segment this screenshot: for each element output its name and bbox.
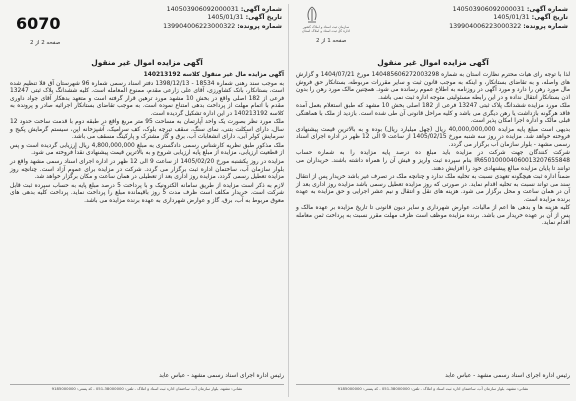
- page-footer: نشانی: مشهد، بلوار سازمان آب، ساختمان اداره ثبت اسناد و املاک - تلفن: 38000000-051 - کد پستی: 9185000000: [10, 384, 284, 391]
- paragraph: مزایده در روز یکشنبه مورخ 1405/02/20 از ساعت 9 الی 12 ظهر در اداره اجرای اسناد رسمی مشهد واقع در بلوار سازمان آب، ساختمان اداره ثبت برگزار می گردد. شرکت در مزایده برای عموم آزاد است. چنانچه روز مزایده تعطیل رسمی گردد، مزایده روز اداری بعد از تعطیلی در همان ساعت و مکان برگزار خواهد شد.: [10, 159, 285, 181]
- paragraph: آگهی مزایده مال غیر منقول کلاسه 140213192: [143, 72, 284, 78]
- page-divider: [288, 4, 289, 397]
- paragraph: ضمناً اداره ثبت هیچگونه تعهدی نسبت به تخلیه ملک ندارد و چنانچه ملک در تصرف غیر باشد خریدار پس از انتقال سند می تواند نسبت به تخلیه اقدام نماید. در صورتی که روز مزایده تعطیل رسمی باشد مزایده روز اداری بعد از آن در همان ساعت و محل برگزار می شود. هزینه های نقل و انتقال و نیم عشر اجرایی و حق مزایده به عهده برنده مزایده است.: [296, 174, 570, 203]
- notice-title: آگهی مزایده اموال غیر منقول: [377, 58, 489, 67]
- file-number: 139904006223000322: [449, 22, 522, 30]
- paragraph: لازم به ذکر است مزایده از طریق سامانه الکترونیک و با پرداخت 5 درصد مبلغ پایه به حساب سپرده ثبت قابل شرکت است. خریدار مکلف است ظرف مدت 5 روز باقیمانده مبلغ را پرداخت نماید. پرداخت کلیه بدهی های معوق مربوط به آب، برق، گاز و عوارض شهرداری به عهده برنده مزایده می باشد.: [10, 182, 284, 204]
- notice-title: آگهی مزایده اموال غیر منقول: [91, 58, 203, 67]
- file-number-label: شماره پرونده:: [237, 22, 282, 30]
- notice-meta: [449, 6, 568, 31]
- emblem-icon: [302, 6, 322, 24]
- page-footer: نشانی: مشهد، بلوار سازمان آب، ساختمان اداره ثبت اسناد و املاک - تلفن: 38000000-051 - کد پستی: 9185000000: [296, 384, 570, 391]
- page-header: [10, 6, 284, 64]
- signature-line: رئیس اداره اجرای اسناد رسمی مشهد - عباس عابد: [159, 373, 284, 379]
- file-number: 139904006223000322: [163, 22, 236, 30]
- notice-date: 1405/01/31: [493, 14, 530, 22]
- page-number: صفحه 2 از 2: [30, 40, 61, 46]
- paragraph: ملک مورد مزایده ششدانگ پلاک ثبتی 13247 فرعی از 182 اصلی بخش 10 مشهد که طبق استعلام بعمل آمده فاقد هرگونه بازداشت یا رهن دیگری می باشد و کلیه مراحل قانونی آن طی شده است. بازدید از ملک با هماهنگی قبلی مالک و اداره اجرا امکان پذیر است.: [296, 103, 570, 125]
- page-two: [10, 6, 284, 391]
- signature-line: رئیس اداره اجرای اسناد رسمی مشهد - عباس عابد: [445, 373, 570, 379]
- notice-meta: [163, 6, 282, 31]
- paragraph: شرکت کنندگان جهت شرکت در مزایده باید مبلغ ده درصد پایه مزایده را به شماره حساب IR650100004060013207655848 بنام سپرده ثبت واریز و فیش آن را همراه داشته باشند. خریداران می توانند تا پایان مزایده مبالغ پیشنهادی خود را افزایش دهند.: [296, 150, 570, 172]
- notice-date-label: تاریخ آگهی:: [245, 14, 282, 22]
- page-header: [296, 6, 570, 64]
- notice-date: 1405/01/31: [207, 14, 244, 22]
- file-number-label: شماره پرونده:: [523, 22, 568, 30]
- notice-number: 140503906092000031: [166, 6, 239, 13]
- notice-body: [10, 72, 284, 206]
- paragraph: ملک مذکور طبق نظریه کارشناس رسمی دادگستری به مبلغ 4,800,000,000 ریال ارزیابی گردیده است و پس از قطعیت ارزیابی، مزایده از مبلغ پایه ارزیابی شروع و به بالاترین قیمت پیشنهادی نقداً فروخته می شود.: [10, 142, 285, 157]
- paragraph: به موجب سند رهنی شماره 18534 - 1398/12/13 دفتر اسناد رسمی شماره 96 شهرستان آق قلا تنظیم شده است، بستانکار، بانک کشاورزی، آقای علی زارعی مقدم، ممنوع المعامله است. کلیه ششدانگ پلاک ثبتی 13247 فرعی از 182 اصلی واقع در بخش 10 مشهد مورد ترهین قرار گرفته است و متعهد بدهکار آقای جواد داوری مقدم با اتمام مهلت از پرداخت بدهی امتناع نموده است. به موجب تقاضای بستانکار اجرائیه صادر و پرونده به کلاسه 140213192 در این اداره تشکیل گردیده است.: [10, 80, 285, 117]
- paragraph: لذا با توجه رای هیات محترم نظارت استان به شماره 140485606272003298 مورخ 1404/07/21 و گزارش های واصله، و به تقاضای بستانکار، و اینکه به موجب قانون ثبت و سایر مقررات مربوطه، بستانکار حق فروش مال مورد رهن را دارد و مورد آگهی در روزنامه به اطلاع عموم رسانده می شود. همچنین مالک مورد رهن را بدون اذن بستانکار انتقال نداده و در این رابطه مسئولیتی متوجه اداره ثبت نمی باشد.: [296, 72, 571, 101]
- page-one: [296, 6, 570, 391]
- paragraph: کلیه هزینه ها و بدهی ها اعم از ماليات، عوارض شهرداری و سایر دیون قانونی تا تاریخ مزایده بر عهده مالک و پس از آن بر عهده خریدار می باشد. برنده مزایده موظف است ظرف مهلت مقرر نسبت به پرداخت ثمن معامله اقدام نماید.: [296, 205, 570, 227]
- paragraph: بدیهی است مبلغ پایه مزایده 40,000,000,000 ریال (چهل میلیارد ریال) بوده و به بالاترین قیمت پیشنهادی فروخته خواهد شد. مزایده در روز سه شنبه مورخ 1405/02/15 از ساعت 9 الی 12 ظهر در اداره اجرای اسناد رسمی مشهد - بلوار سازمان آب برگزار می گردد.: [296, 126, 571, 148]
- notice-number-label: شماره آگهی:: [526, 6, 568, 13]
- page-number: صفحه 1 از 2: [316, 38, 347, 44]
- notice-date-label: تاریخ آگهی:: [531, 14, 568, 22]
- paragraph: ملک مورد نظر بصورت یک واحد آپارتمان به مساحت 95 متر مربع واقع در طبقه دوم با قدمت ساخت حدود 12 سال، دارای اسکلت بتنی، نمای سنگ، سقف تیرچه بلوک، کف سرامیک، آشپزخانه اپن، سیستم گرمایش پکیج و سرمایش کولر آبی، دارای انشعابات آب، برق و گاز مشترک و پارکینگ مسقف می باشد.: [10, 119, 285, 141]
- notice-number-label: شماره آگهی:: [240, 6, 282, 13]
- publication-number: 6070: [16, 14, 61, 33]
- notice-number: 140503906092000031: [452, 6, 525, 13]
- notice-body: [296, 72, 570, 229]
- emblem-caption: سازمان ثبت اسناد و املاک کشور اداره کل ثبت اسناد و املاک استان: [302, 25, 350, 34]
